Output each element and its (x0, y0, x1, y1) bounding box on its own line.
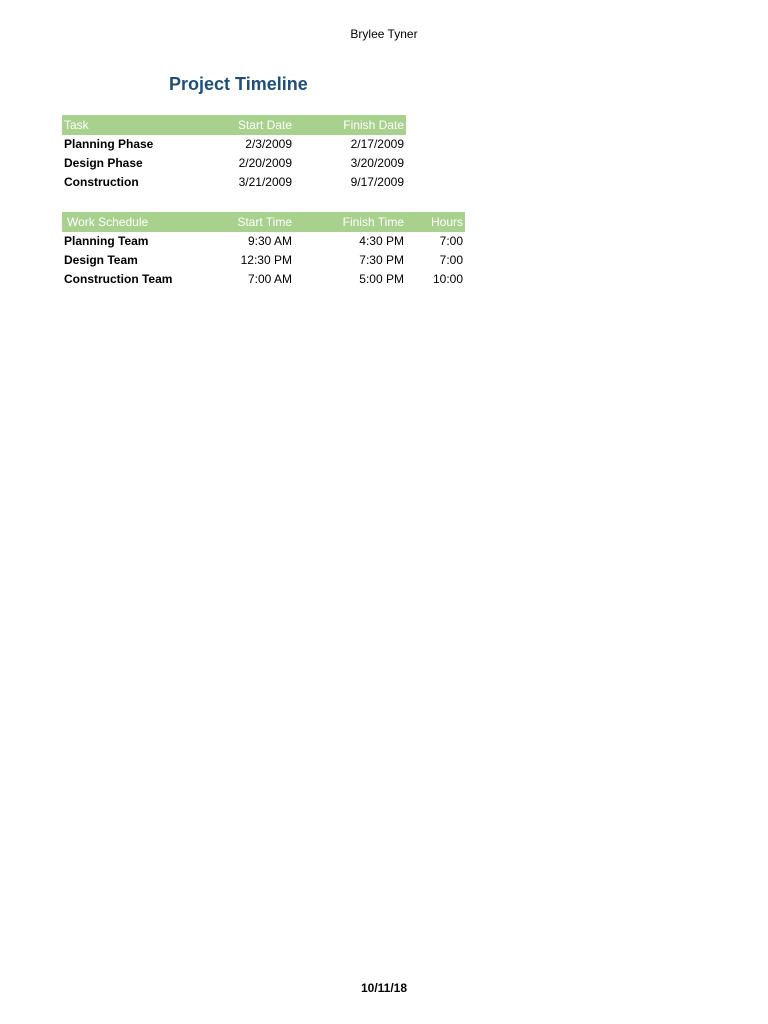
column-header-finish-time: Finish Time (294, 212, 406, 232)
team-name: Design Team (64, 253, 138, 267)
task-table (62, 115, 406, 192)
table-header-row (62, 115, 406, 135)
task-finish-date: 2/17/2009 (350, 137, 404, 151)
column-header-work-schedule: Work Schedule (62, 212, 182, 232)
table-row (62, 232, 465, 251)
column-header-finish-date: Finish Date (294, 115, 406, 135)
team-finish-time: 4:30 PM (359, 234, 404, 248)
team-start-time: 7:00 AM (247, 272, 292, 286)
task-name: Design Phase (64, 156, 143, 170)
table-row (62, 173, 406, 192)
team-hours: 7:00 (439, 253, 463, 267)
page-title: Project Timeline (169, 74, 308, 94)
page-footer-date: 10/11/18 (360, 981, 408, 995)
task-start-date: 3/21/2009 (238, 175, 292, 189)
column-header-start-date: Start Date (182, 115, 294, 135)
team-name: Construction Team (64, 272, 173, 286)
table-row (62, 154, 406, 173)
task-finish-date: 3/20/2009 (350, 156, 404, 170)
table-row (62, 251, 465, 270)
team-finish-time: 5:00 PM (359, 272, 404, 286)
team-finish-time: 7:30 PM (359, 253, 404, 267)
task-start-date: 2/20/2009 (238, 156, 292, 170)
team-start-time: 9:30 AM (247, 234, 292, 248)
table-row (62, 135, 406, 154)
column-header-hours: Hours (406, 212, 465, 232)
team-start-time: 12:30 PM (240, 253, 292, 267)
table-row (62, 270, 465, 289)
task-start-date: 2/3/2009 (245, 137, 292, 151)
task-name: Construction (64, 175, 139, 189)
task-name: Planning Phase (64, 137, 154, 151)
column-header-task: Task (62, 115, 182, 135)
table-header-row (62, 212, 465, 232)
page-header-author: Brylee Tyner (350, 27, 418, 41)
team-hours: 7:00 (439, 234, 463, 248)
team-hours: 10:00 (432, 272, 463, 286)
work-schedule-table (62, 212, 465, 289)
task-finish-date: 9/17/2009 (350, 175, 404, 189)
column-header-start-time: Start Time (182, 212, 294, 232)
team-name: Planning Team (64, 234, 149, 248)
